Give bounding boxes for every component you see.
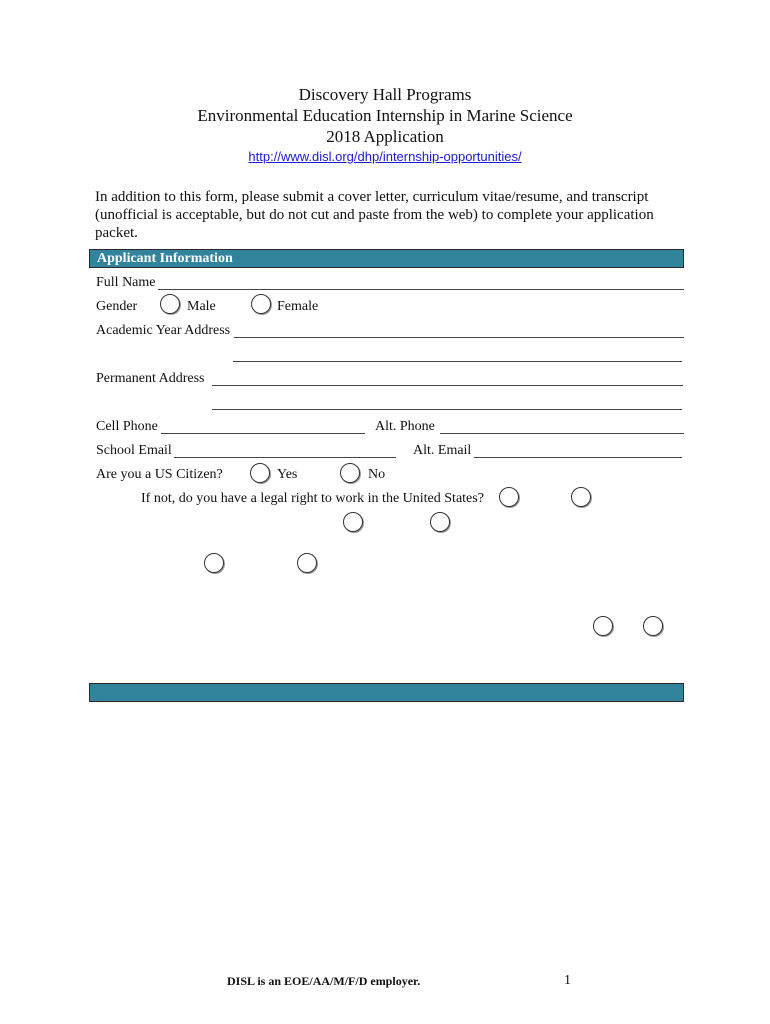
- citizen-no-radio[interactable]: [340, 463, 360, 483]
- academic-address-label: Academic Year Address: [96, 323, 231, 338]
- academic-address-field-2[interactable]: [233, 361, 682, 362]
- school-email-label: School Email: [96, 443, 172, 458]
- page-number: 1: [564, 973, 571, 988]
- intro-line-2: (unofficial is acceptable, but do not cut and paste from the web) to complete your application: [95, 207, 654, 223]
- citizen-yes-radio[interactable]: [250, 463, 270, 483]
- permanent-address-field-1[interactable]: [212, 385, 683, 386]
- full-name-field[interactable]: [158, 289, 684, 290]
- internship-title: Environmental Education Internship in Marine Science: [197, 106, 573, 125]
- gender-female-radio[interactable]: [251, 294, 271, 314]
- no-label: No: [368, 467, 386, 482]
- alt-email-field[interactable]: [474, 457, 682, 458]
- legal-right-yes-radio[interactable]: [499, 487, 519, 507]
- male-label: Male: [187, 299, 216, 314]
- applicant-info-header: [89, 249, 684, 268]
- alt-phone-label: Alt. Phone: [375, 419, 435, 434]
- internship-link[interactable]: http://www.disl.org/dhp/internship-opportunities/: [248, 149, 522, 164]
- question-radio-yes[interactable]: [593, 616, 613, 636]
- academic-address-field-1[interactable]: [234, 337, 684, 338]
- section-header-bar: [89, 683, 684, 702]
- legal-right-no-radio[interactable]: [571, 487, 591, 507]
- full-name-label: Full Name: [96, 275, 156, 290]
- female-label: Female: [277, 299, 319, 314]
- section-title: Applicant Information: [97, 251, 233, 266]
- question-radio-no[interactable]: [430, 512, 450, 532]
- intro-line-3: packet.: [95, 225, 138, 241]
- yes-label: Yes: [277, 467, 298, 482]
- question-radio-yes[interactable]: [204, 553, 224, 573]
- permanent-address-label: Permanent Address: [96, 371, 205, 386]
- cell-phone-label: Cell Phone: [96, 419, 158, 434]
- us-citizen-label: Are you a US Citizen?: [96, 467, 223, 482]
- permanent-address-field-2[interactable]: [212, 409, 682, 410]
- gender-label: Gender: [96, 299, 138, 314]
- alt-email-label: Alt. Email: [413, 443, 472, 458]
- alt-phone-field[interactable]: [440, 433, 684, 434]
- legal-right-label: If not, do you have a legal right to work in the United States?: [141, 491, 484, 506]
- question-radio-no[interactable]: [297, 553, 317, 573]
- question-radio-yes[interactable]: [343, 512, 363, 532]
- eoe-statement: DISL is an EOE/AA/M/F/D employer.: [227, 974, 421, 988]
- school-email-field[interactable]: [174, 457, 396, 458]
- program-title: Discovery Hall Programs: [298, 85, 472, 104]
- cell-phone-field[interactable]: [161, 433, 365, 434]
- gender-male-radio[interactable]: [160, 294, 180, 314]
- question-radio-no[interactable]: [643, 616, 663, 636]
- application-year: 2018 Application: [326, 127, 444, 146]
- intro-line-1: In addition to this form, please submit a cover letter, curriculum vitae/resume, and transcript: [95, 189, 649, 205]
